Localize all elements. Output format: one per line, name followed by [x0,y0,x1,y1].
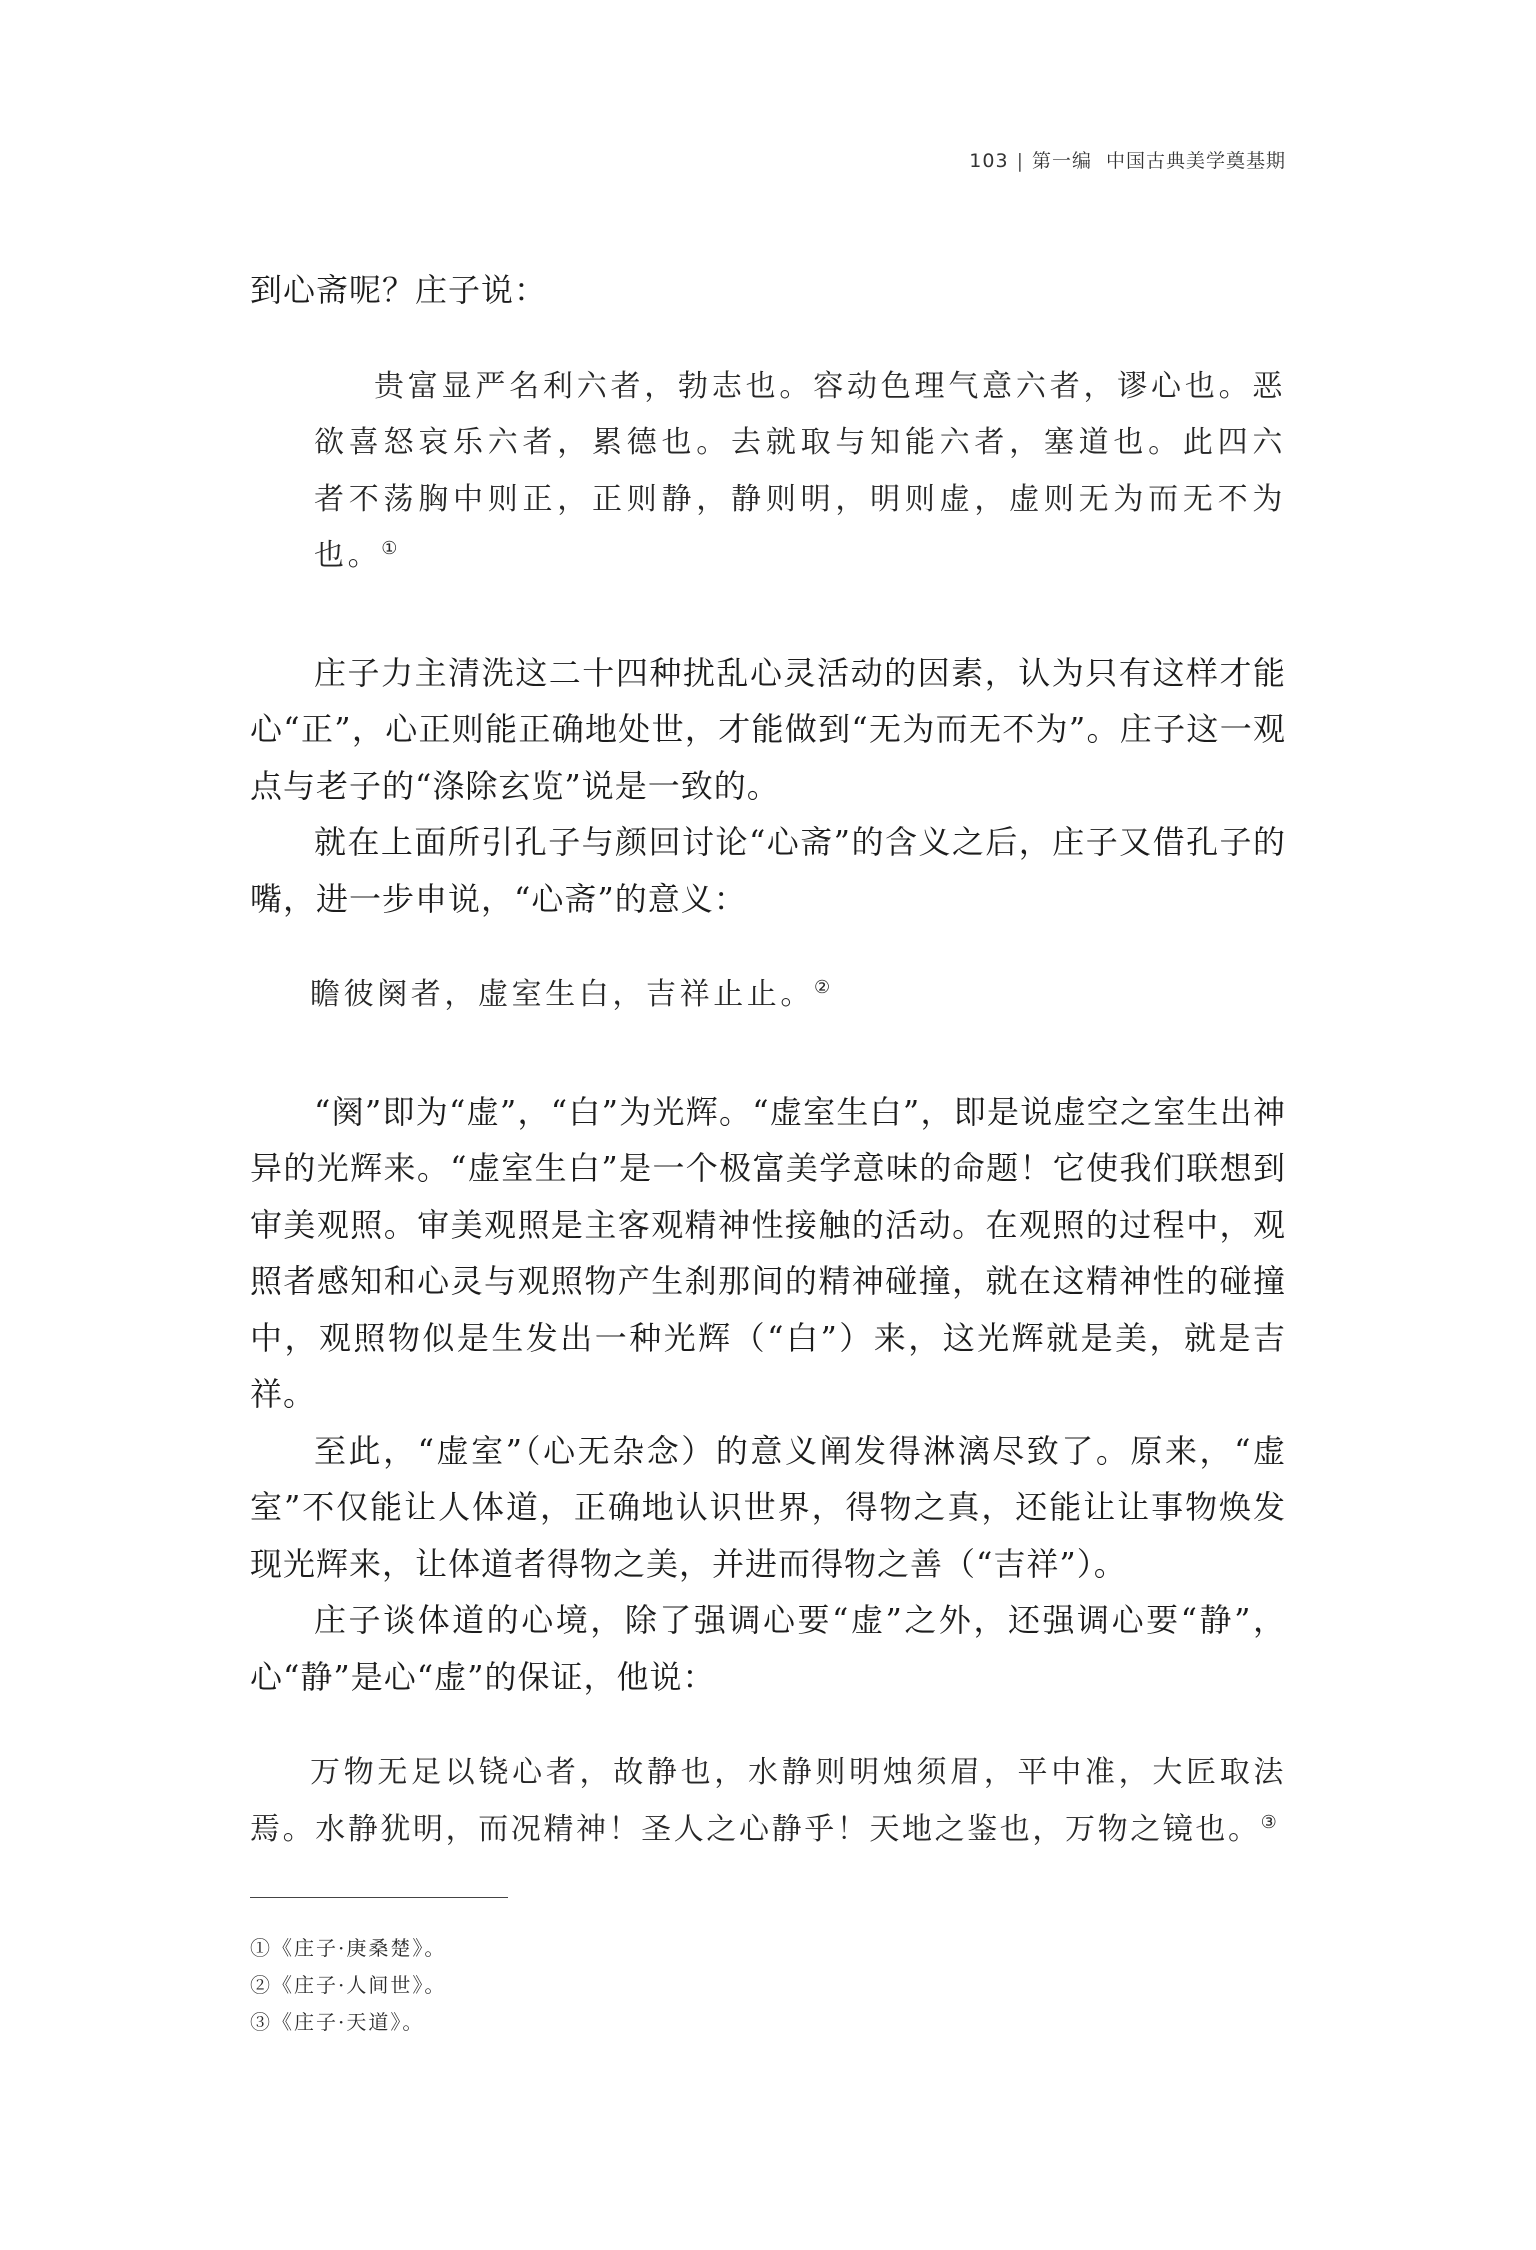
header-separator: | [1016,150,1024,172]
block-quote-2-text: 瞻彼阕者，虚室生白，吉祥止止。 [310,977,814,1012]
paragraph-intro: 到心斋呢？庄子说： [250,271,548,309]
chapter-name: 中国古典美学奠基期 [1105,150,1286,172]
footnote-ref-2[interactable]: ② [814,977,831,998]
paragraph-4: “阕”即为“虚”，“白”为光辉。“虚室生白”，即是说虚空之室生出神异的光辉来。“虚室生白”是一个极富美学意味的命题！它使我们联想到审美观照。审美观照是主客观精神性接触的活动。在观照的过程中，观照者感知和心灵与观照物产生刹那间的精神碰撞，就在这精神性的碰撞中，观照物似是生发出一种光辉（“白”）来，这光辉就是美，就是吉祥。 [250,1092,1286,1413]
block-quote-3-text: 万物无足以铙心者，故静也，水静则明烛须眉，平中准，大匠取法焉。水静犹明，而况精神！圣人之心静乎！天地之鉴也，万物之镜也。 [250,1755,1286,1847]
block-quote-3 [250,1745,1286,1858]
paragraph-6: 庄子谈体道的心境，除了强调心要“虚”之外，还强调心要“静”，心“静”是心“虚”的保证，他说： [250,1601,1286,1696]
paragraph-5: 至此，“虚室”（心无杂念）的意义阐发得淋漓尽致了。原来，“虚室”不仅能让人体道，正确地认识世界，得物之真，还能让让事物焕发现光辉来，让体道者得物之美，并进而得物之善（“吉祥”）。 [250,1431,1286,1583]
footnote-ref-3[interactable]: ③ [1260,1811,1277,1833]
footnote-1: ①《庄子·庚桑楚》。 [250,1936,447,1960]
main-text [250,262,1286,1858]
page-number: 103 [969,150,1009,172]
footnote-divider [250,1897,508,1898]
paragraph-3: 就在上面所引孔子与颜回讨论“心斋”的含义之后，庄子又借孔子的嘴，进一步申说，“心斋”的意义： [250,823,1286,918]
block-quote-1-text: 贵富显严名利六者，勃志也。容动色理气意六者，谬心也。恶欲喜怒哀乐六者，累德也。去就取与知能六者，塞道也。此四六者不荡胸中则正，正则静，静则明，明则虚，虚则无为而无不为也。 [314,368,1286,573]
running-header [969,146,1286,173]
paragraph-2: 庄子力主清洗这二十四种扰乱心灵活动的因素，认为只有这样才能心“正”，心正则能正确地处世，才能做到“无为而无不为”。庄子这一观点与老子的“涤除玄览”说是一致的。 [250,653,1286,805]
footnote-3: ③《庄子·天道》。 [250,2010,425,2034]
block-quote-1 [250,359,1286,585]
footnote-ref-1[interactable]: ① [381,538,398,559]
footnotes [250,1930,446,2041]
footnote-2: ②《庄子·人间世》。 [250,1973,447,1997]
block-quote-2 [250,967,1286,1024]
section-name: 第一编 [1031,150,1092,172]
